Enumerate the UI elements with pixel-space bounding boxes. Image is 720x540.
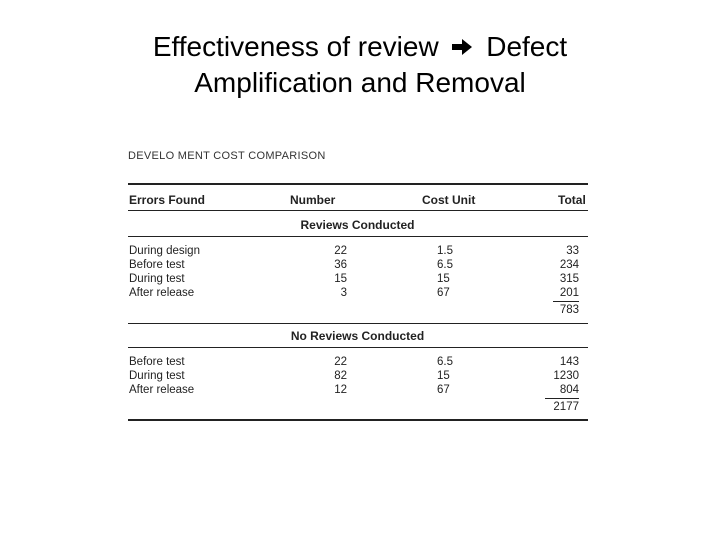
- bottom-rule: [128, 419, 588, 421]
- table-row: [125, 273, 590, 287]
- top-rule: [128, 183, 588, 185]
- table-row: [125, 245, 590, 259]
- table-row: [125, 384, 590, 398]
- row-label: Before test: [129, 356, 185, 368]
- table-row: [125, 356, 590, 370]
- row-total: 201: [559, 287, 579, 299]
- row-total: 804: [559, 384, 579, 396]
- section-heading-no-reviews: No Reviews Conducted: [290, 329, 425, 343]
- row-cost: 1.5: [437, 245, 453, 257]
- row-total: 1230: [553, 370, 579, 382]
- row-label: Before test: [129, 259, 185, 271]
- row-number: 22: [334, 245, 347, 257]
- row-cost: 15: [437, 370, 450, 382]
- row-total: 143: [559, 356, 579, 368]
- cost-comparison-table: [125, 146, 590, 446]
- row-label: After release: [129, 384, 195, 396]
- title-line-1: [0, 30, 720, 66]
- header-total: Total: [558, 193, 586, 207]
- title-text-start: Effectiveness of review: [152, 31, 439, 62]
- row-label: During design: [129, 245, 200, 257]
- reviews-total-sum: 783: [559, 304, 579, 316]
- row-number: 82: [334, 370, 347, 382]
- table-row: [125, 287, 590, 301]
- row-total: 33: [566, 245, 579, 257]
- row-cost: 15: [437, 273, 450, 285]
- header-errors-found: Errors Found: [129, 193, 206, 207]
- slide-title: [0, 30, 720, 100]
- row-number: 12: [334, 384, 347, 396]
- section-heading-reviews: Reviews Conducted: [300, 218, 415, 232]
- row-label: After release: [129, 287, 195, 299]
- header-number: Number: [290, 193, 336, 207]
- no-reviews-total-sum: 2177: [553, 401, 579, 413]
- section-rule-no-reviews: [128, 347, 588, 348]
- row-cost: 67: [437, 384, 450, 396]
- table-caption: DEVELO MENT COST COMPARISON: [128, 150, 326, 162]
- row-number: 3: [340, 287, 347, 299]
- table-row: [125, 259, 590, 273]
- row-label: During test: [129, 370, 185, 382]
- right-arrow-icon: [450, 32, 474, 66]
- sum-underline: [553, 301, 579, 302]
- row-number: 36: [334, 259, 347, 271]
- section-rule-reviews: [128, 236, 588, 237]
- header-rule: [128, 210, 588, 211]
- section-divider: [128, 323, 588, 324]
- row-cost: 67: [437, 287, 450, 299]
- row-total: 234: [559, 259, 579, 271]
- row-total: 315: [559, 273, 579, 285]
- title-line-2: Amplification and Removal: [194, 66, 526, 98]
- table-row: [125, 370, 590, 384]
- title-text-end: Defect: [486, 31, 568, 62]
- sum-underline: [545, 398, 579, 399]
- row-cost: 6.5: [437, 259, 453, 271]
- row-label: During test: [129, 273, 185, 285]
- row-cost: 6.5: [437, 356, 453, 368]
- row-number: 22: [334, 356, 347, 368]
- header-cost-unit: Cost Unit: [422, 193, 476, 207]
- row-number: 15: [334, 273, 347, 285]
